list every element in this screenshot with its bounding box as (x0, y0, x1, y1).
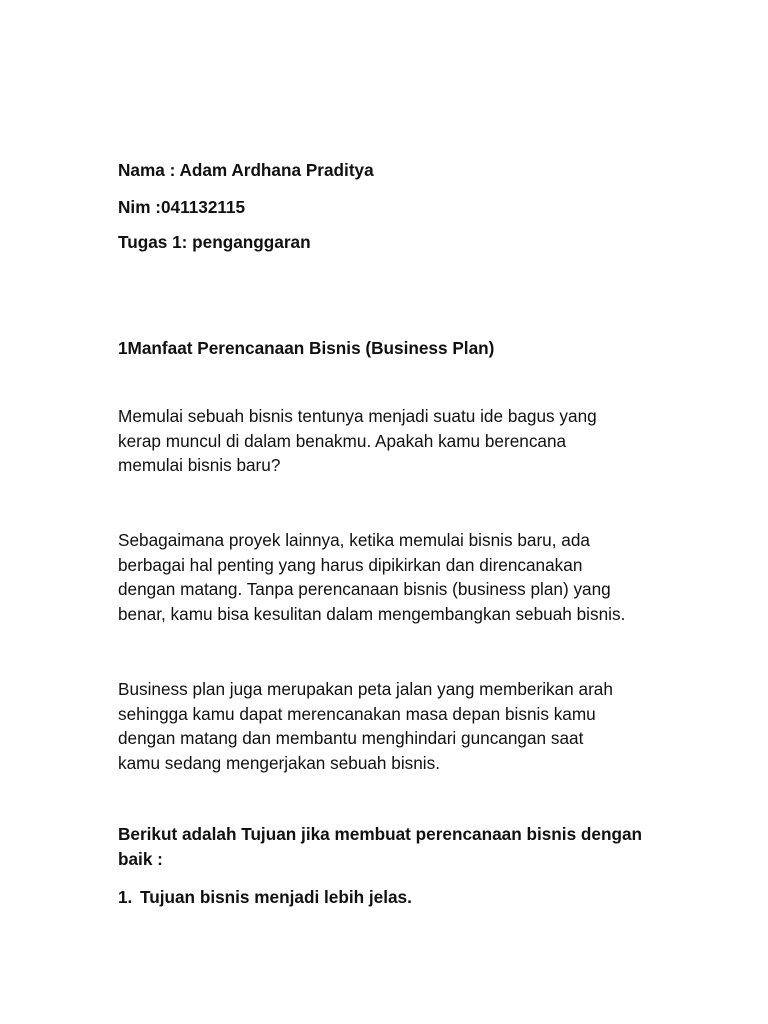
paragraph-line: Sebagaimana proyek lainnya, ketika memulai bisnis baru, ada (118, 530, 590, 550)
paragraph-3 (118, 677, 678, 775)
paragraph-line: Memulai sebuah bisnis tentunya menjadi suatu ide bagus yang (118, 406, 597, 426)
task-title: Tugas 1: penganggaran (118, 232, 311, 252)
paragraph-1 (118, 404, 678, 478)
paragraph-line: dengan matang. Tanpa perencanaan bisnis (business plan) yang (118, 579, 611, 600)
paragraph-line: kamu sedang mengerjakan sebuah bisnis. (118, 752, 440, 773)
paragraph-line: berbagai hal penting yang harus dipikirkan dan direncanakan (118, 554, 583, 575)
paragraph-line: Business plan juga merupakan peta jalan yang memberikan arah (118, 679, 613, 699)
section-title: 1Manfaat Perencanaan Bisnis (Business Plan) (118, 338, 495, 358)
student-nim: Nim :041132115 (118, 197, 246, 217)
student-name: Nama : Adam Ardhana Praditya (118, 160, 374, 180)
paragraph-2 (118, 528, 678, 626)
paragraph-line: kerap muncul di dalam benakmu. Apakah kamu berencana (118, 430, 567, 451)
goals-intro-line: baik : (118, 848, 163, 869)
goals-intro (118, 822, 678, 871)
paragraph-line: sehingga kamu dapat merencanakan masa depan bisnis kamu (118, 703, 596, 724)
goals-intro-line: Berikut adalah Tujuan jika membuat perencanaan bisnis dengan (118, 824, 643, 844)
paragraph-line: benar, kamu bisa kesulitan dalam mengembangkan sebuah bisnis. (118, 603, 626, 624)
paragraph-line: memulai bisnis baru? (118, 455, 281, 476)
paragraph-line: dengan matang dan membantu menghindari guncangan saat (118, 728, 584, 749)
list-item-number: 1. (118, 887, 133, 907)
list-item-text: Tujuan bisnis menjadi lebih jelas. (140, 887, 412, 907)
